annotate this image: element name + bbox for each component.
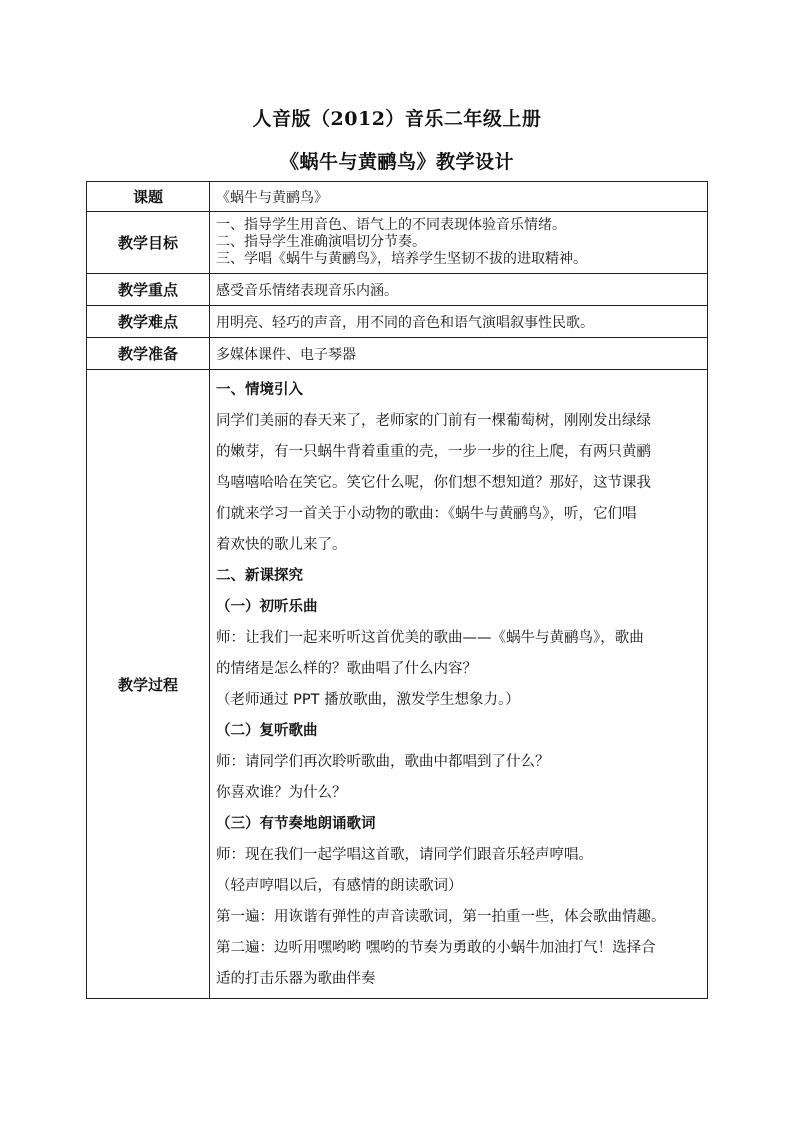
process-line: 的情绪是怎么样的？歌曲唱了什么内容？: [216, 661, 477, 677]
lesson-plan-table: [86, 181, 708, 999]
label-process: 教学过程: [87, 370, 210, 999]
process-line: 你喜欢谁？为什么？: [216, 785, 347, 801]
document-title: 人音版（2012）音乐二年级上册: [252, 108, 542, 130]
value-preparation: 多媒体课件、电子琴器: [210, 338, 708, 370]
process-line: 着欢快的歌儿来了。: [216, 537, 347, 553]
row-process: [87, 370, 708, 999]
row-goals: [87, 212, 708, 274]
process-line: 第二遍：边听用嘿哟哟 嘿哟的节奏为勇敢的小蜗牛加油打气！选择合: [216, 940, 656, 956]
value-process: [210, 370, 708, 999]
value-focus: 感受音乐情绪表现音乐内涵。: [210, 274, 708, 306]
value-goals: [210, 212, 708, 274]
row-preparation: [87, 338, 708, 370]
process-heading-intro: 一、情境引入: [216, 382, 303, 398]
label-topic: 课题: [87, 182, 210, 212]
label-preparation: 教学准备: [87, 338, 210, 370]
process-line: 适的打击乐器为歌曲伴奏: [216, 971, 376, 987]
process-line: 同学们美丽的春天来了，老师家的门前有一棵葡萄树，刚刚发出绿绿: [216, 413, 651, 429]
value-topic: 《蜗牛与黄鹂鸟》: [210, 182, 708, 212]
process-line: 第一遍：用诙谐有弹性的声音读歌词，第一拍重一些，体会歌曲情趣。: [216, 909, 666, 925]
row-focus: [87, 274, 708, 306]
process-subheading-recite: （三）有节奏地朗诵歌词: [216, 816, 376, 832]
process-line: 的嫩芽，有一只蜗牛背着重重的壳，一步一步的往上爬，有两只黄鹂: [216, 444, 651, 460]
document-subtitle: 《蜗牛与黄鹂鸟》教学设计: [279, 151, 514, 173]
process-line: 师：请同学们再次聆听歌曲，歌曲中都唱到了什么？: [216, 754, 550, 770]
process-subheading-first-listen: （一）初听乐曲: [216, 599, 318, 615]
process-line: （轻声哼唱以后，有感情的朗读歌词）: [216, 878, 463, 894]
label-goals: 教学目标: [87, 212, 210, 274]
goal-item-1: 一、指导学生用音色、语气上的不同表现体验音乐情绪。: [216, 217, 566, 233]
process-subheading-relisten: （二）复听歌曲: [216, 723, 318, 739]
process-line: 师：现在我们一起学唱这首歌，请同学们跟音乐轻声哼唱。: [216, 847, 593, 863]
value-difficulty: 用明亮、轻巧的声音，用不同的音色和语气演唱叙事性民歌。: [210, 306, 708, 338]
goal-item-3: 三、学唱《蜗牛与黄鹂鸟》，培养学生坚韧不拔的进取精神。: [216, 251, 587, 267]
label-difficulty: 教学难点: [87, 306, 210, 338]
label-focus: 教学重点: [87, 274, 210, 306]
process-line: 们就来学习一首关于小动物的歌曲：《蜗牛与黄鹂鸟》，听，它们唱: [216, 506, 637, 522]
row-topic: [87, 182, 708, 212]
row-difficulty: [87, 306, 708, 338]
process-line: 鸟嘻嘻哈哈在笑它。笑它什么呢，你们想不想知道？那好，这节课我: [216, 475, 651, 491]
process-heading-explore: 二、新课探究: [216, 568, 303, 584]
process-line: 师：让我们一起来听听这首优美的歌曲——《蜗牛与黄鹂鸟》，歌曲: [216, 630, 644, 646]
process-line: （老师通过 PPT 播放歌曲，激发学生想象力。）: [216, 692, 520, 708]
goal-item-2: 二、指导学生准确演唱切分节奏。: [216, 234, 426, 250]
